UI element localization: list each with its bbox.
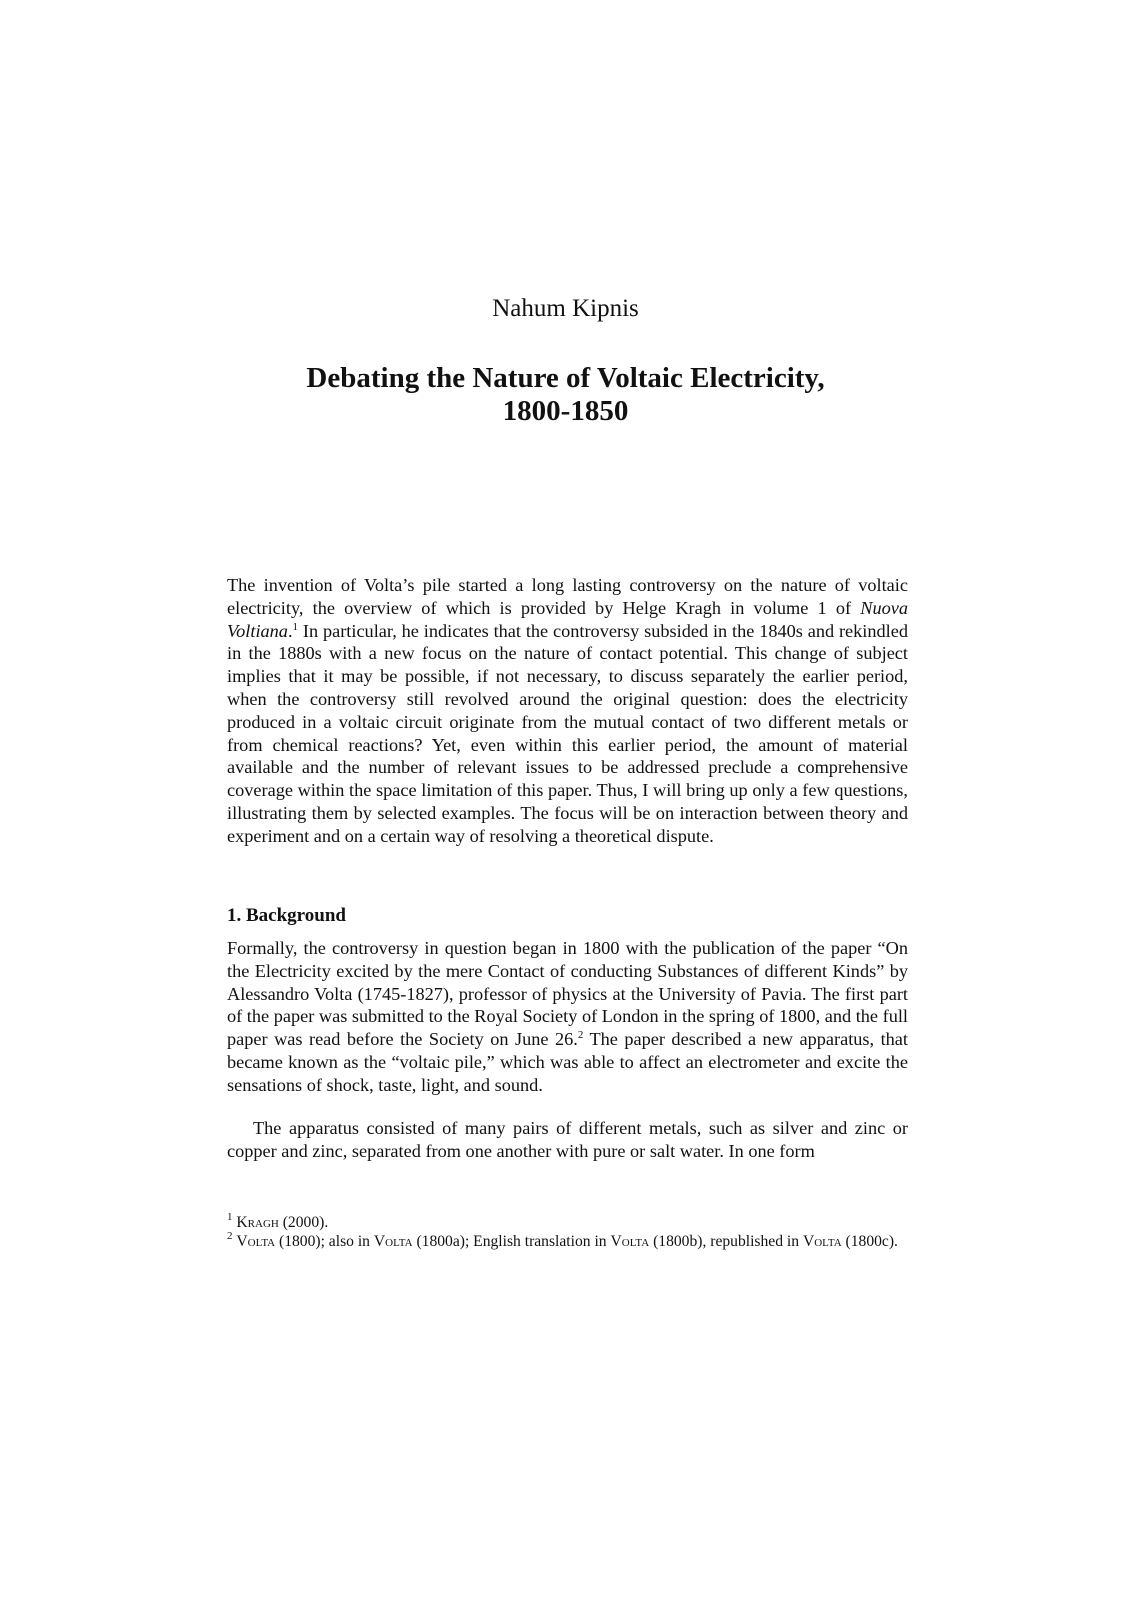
footnote-1-text: (2000). — [278, 1214, 329, 1231]
footnote-1-author: Kragh — [236, 1214, 279, 1231]
footnote-ref-1: 1 — [292, 620, 299, 633]
section-heading: 1. Background — [227, 905, 346, 926]
body-paragraph-2: The apparatus consisted of many pairs of different metals, such as silver and zinc or copper and zinc, separated from one another with pure or salt water. In one form — [227, 1118, 908, 1161]
title-line-2: 1800-1850 — [502, 395, 629, 427]
paper-title — [200, 362, 931, 428]
para1-text-1: Formally, the controversy in question began in 1800 with the publication of the paper “On the Electricity excited by the mere Contact of conducting Substances of different Kinds” by Alessandro Volta (1745-1827), professor of physics at the University of Pavia. The first part of the paper was submitted to the Royal Society of London in the spring of 1800, and the full paper was read before the Society on June 26. — [227, 938, 908, 1050]
footnote-2-number: 2 — [227, 1230, 233, 1242]
footnote-2-author-1: Volta — [236, 1233, 276, 1250]
footnote-ref-2: 2 — [577, 1029, 584, 1042]
footnote-2-author-2: Volta — [373, 1233, 413, 1250]
footnote-1-number: 1 — [227, 1211, 233, 1223]
title-line-1: Debating the Nature of Voltaic Electricity, — [306, 362, 825, 394]
footnote-2-text-3: (1800b), republished in — [649, 1233, 803, 1250]
footnote-2 — [227, 1232, 908, 1251]
abstract-text-3: In particular, he indicates that the controversy subsided in the 1840s and rekindled in the 1880s with a new focus on the nature of contact potential. This change of subject implies that it may be possible, if not necessary, to discuss separately the earlier period, when the controversy still revolved around the original question: does the electricity produced in a voltaic circuit originate from the mutual contact of two different metals or from chemical reactions? Yet, even within this earlier period, the amount of material available and the number of relevant issues to be addressed preclude a comprehensive coverage within the space limitation of this paper. Thus, I will bring up only a few questions, illustrating them by selected examples. The focus will be on interaction between theory and experiment and on a certain way of resolving a theoretical dispute. — [227, 620, 908, 846]
body-paragraph-1 — [227, 937, 908, 1097]
footnote-2-author-4: Volta — [802, 1233, 842, 1250]
abstract-paragraph — [227, 574, 908, 848]
footnote-2-text-4: (1800c). — [841, 1233, 898, 1250]
abstract-text-1: The invention of Volta’s pile started a long lasting controversy on the nature of voltaic electricity, the overview of which is provided by Helge Kragh in volume 1 of — [227, 575, 908, 618]
footnote-2-text-2: (1800a); English translation in — [412, 1233, 611, 1250]
para1-text-2: The paper described a new apparatus, that became known as the “voltaic pile,” which was able to affect an electrometer and excite the sensations of shock, taste, light, and sound. — [227, 1029, 908, 1095]
author-name: Nahum Kipnis — [492, 295, 639, 322]
footnotes — [227, 1213, 908, 1251]
abstract-text-2: . — [287, 620, 293, 641]
footnote-1 — [227, 1213, 908, 1232]
footnote-2-author-3: Volta — [610, 1233, 650, 1250]
abstract-italic-title: Nuova Voltiana — [227, 597, 908, 641]
footnote-2-text-1: (1800); also in — [275, 1233, 374, 1250]
